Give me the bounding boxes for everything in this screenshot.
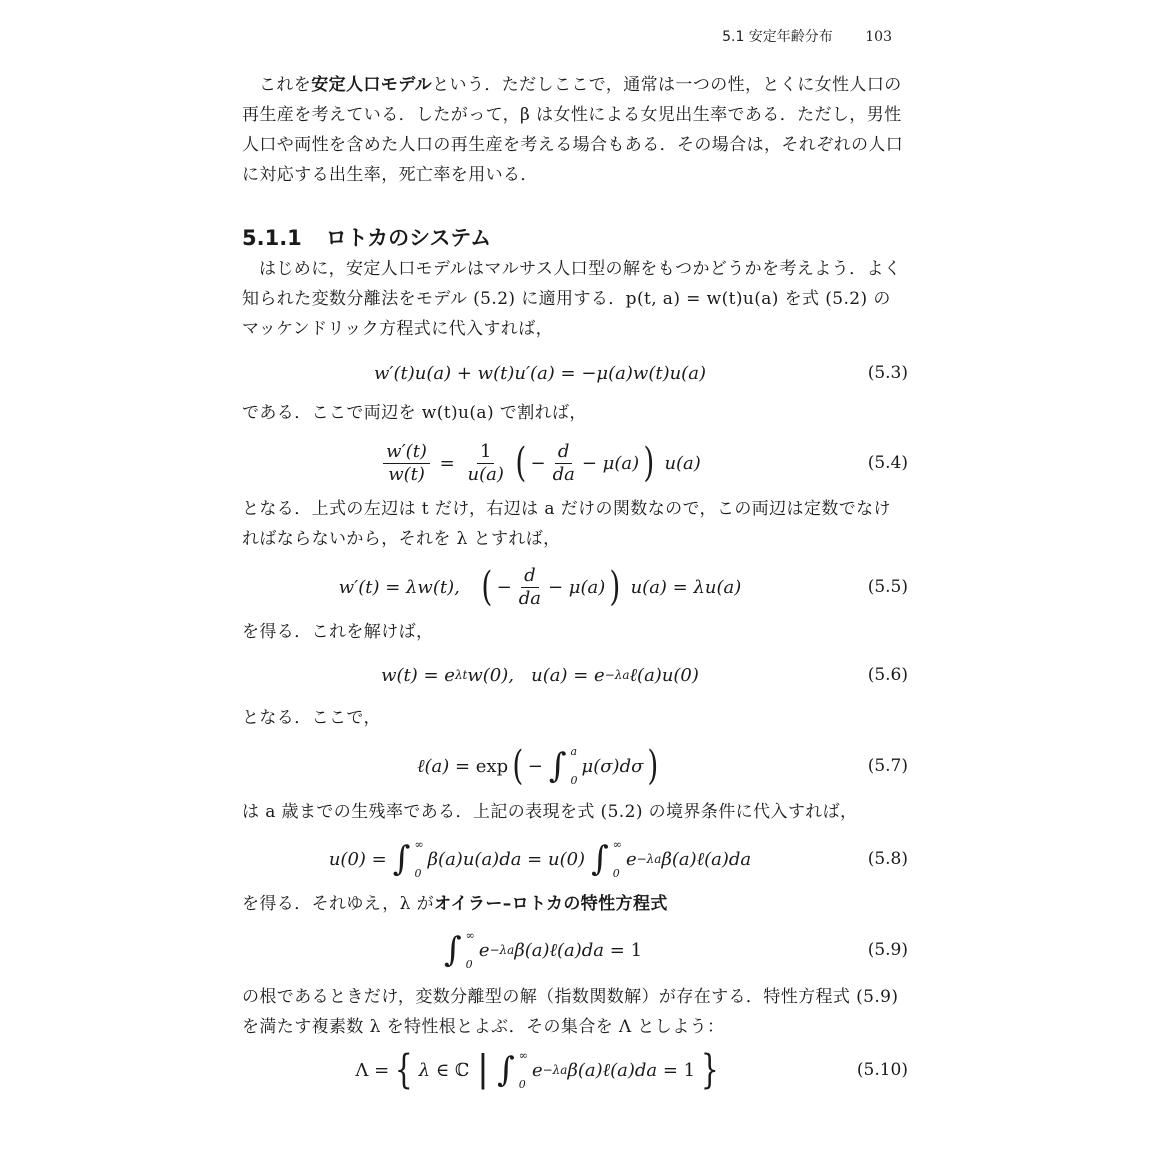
equation-body: u(0) = ∫ ∞ 0 β(a)u(a)da = u(0) ∫ ∞ 0 e −λa β(a)ℓ(a)da	[328, 838, 752, 880]
equation-body: w(t) = e λt w(0), u(a) = e −λa ℓ(a)u(0)	[381, 664, 699, 686]
paragraph-characteristic-roots: の根であるときだけ，変数分離型の解（指数関数解）が存在する．特性方程式 (5.9) を満たす複素数 λ を特性根とよぶ．その集合を Λ としよう：	[242, 987, 899, 1037]
paragraph-survival: は a 歳までの生残率である．上記の表現を式 (5.2) の境界条件に代入すれば，	[242, 802, 858, 822]
equation-number: (5.4)	[867, 453, 908, 473]
header-section: 5.1 安定年齢分布	[722, 29, 833, 45]
equation-body: w′(t)u(a) + w(t)u′(a) = −μ(a)w(t)u(a)	[374, 362, 706, 384]
equation-number: (5.10)	[856, 1060, 908, 1080]
subsection-heading	[242, 222, 491, 252]
equation-number: (5.5)	[867, 577, 908, 597]
equation-5-4	[242, 436, 908, 490]
subsection-title: ロトカのシステム	[325, 226, 492, 250]
paragraph-stable-population: これを安定人口モデルという．ただしここで，通常は一つの性，とくに女性人口の再生産を考えている．したがって，β は女性による女児出生率である．ただし，男性人口や両性を含めた人口の再生産を考える場合もある．その場合は，それぞれの人口に対応する出生率，死亡率を用いる．	[242, 75, 904, 185]
equation-body: $\frac{w'(t)}{w(t)}$ = $\frac{1}{u(a)}$ ( − $\frac{d}{da}$ − μ(a) ) u(a)	[242, 442, 838, 485]
equation-number: (5.8)	[867, 849, 908, 869]
paragraph-here: となる．ここで，	[242, 708, 381, 728]
equation-5-6	[242, 660, 908, 690]
equation-5-10	[242, 1042, 908, 1098]
equation-number: (5.6)	[867, 665, 908, 685]
equation-5-8	[242, 832, 908, 886]
equation-5-7	[242, 738, 908, 794]
equation-number: (5.9)	[867, 940, 908, 960]
page-number: 103	[865, 29, 892, 45]
term-euler-lotka-equation: オイラー–ロトカの特性方程式	[434, 894, 668, 914]
equation-body: Λ = { λ ∈ ℂ | ∫ ∞ 0 e −λa β(a)ℓ(a)da = 1 }	[355, 1047, 719, 1093]
paragraph-constant: となる．上式の左辺は t だけ，右辺は a だけの関数なので，この両辺は定数でなければならないから，それを λ とすれば，	[242, 499, 891, 549]
paragraph-euler-lotka: を得る．それゆえ，λ がオイラー–ロトカの特性方程式	[242, 894, 668, 914]
paragraph-separation: はじめに，安定人口モデルはマルサス人口型の解をもつかどうかを考えよう．よく知られた変数分離法をモデル (5.2) に適用する．p(t, a) = w(t)u(a) を式 (5.2) のマッケンドリック方程式に代入すれば，	[242, 259, 902, 339]
term-stable-population-model: 安定人口モデル	[311, 75, 433, 95]
equation-body: ℓ(a) = exp ( − ∫ a 0 μ(σ)dσ )	[416, 743, 659, 789]
equation-number: (5.3)	[867, 363, 908, 383]
equation-number: (5.7)	[867, 756, 908, 776]
equation-5-9	[242, 922, 908, 978]
equation-5-3	[242, 358, 908, 388]
equation-5-5	[242, 560, 908, 614]
equation-body: ∫ ∞ 0 e −λa β(a)ℓ(a)da = 1	[443, 929, 643, 971]
paragraph-divide: である．ここで両辺を w(t)u(a) で割れば，	[242, 403, 587, 423]
running-header	[722, 26, 892, 46]
paragraph-solve: を得る．これを解けば，	[242, 622, 434, 642]
subsection-number: 5.1.1	[242, 226, 302, 250]
equation-body: w′(t) = λw(t), ( − $\frac{d}{da}$ − μ(a) ) u(a) = λu(a)	[338, 564, 742, 610]
